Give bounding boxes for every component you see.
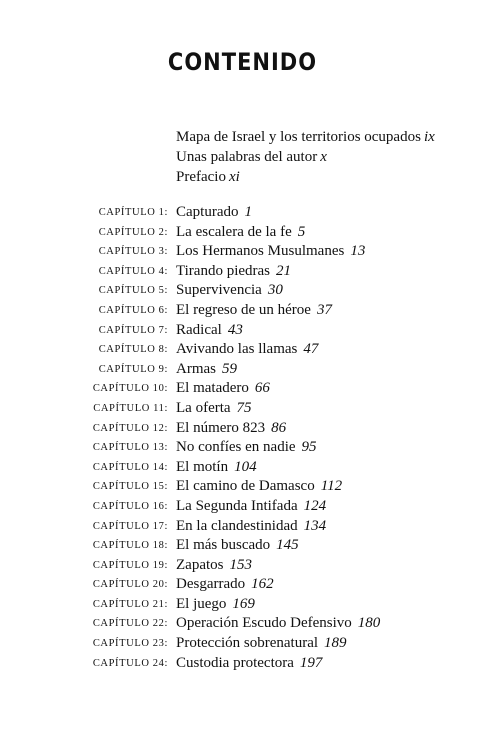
chapter-entry [0,634,485,654]
chapter-entry [0,419,485,439]
chapter-title [176,419,286,439]
front-matter-entry [176,127,435,147]
chapter-entry [0,517,485,537]
chapter-entry [0,203,485,223]
chapter-entry [0,614,485,634]
chapter-page-number: 197 [299,654,323,671]
chapter-title-text: El camino de Damasco [176,478,315,495]
chapter-page-number: 162 [251,576,274,593]
front-matter-list [176,127,435,187]
chapter-entry [0,379,485,399]
chapter-title-text: Los Hermanos Musulmanes [176,243,345,260]
chapter-entry [0,321,485,341]
chapter-title [176,634,347,654]
chapter-page-number: 75 [236,399,252,416]
chapter-page-number: 180 [357,615,381,632]
chapter-label: CAPÍTULO 9: [98,363,168,375]
chapter-entry [0,281,485,301]
chapter-title-text: Operación Escudo Defensivo [176,615,352,632]
chapter-page-number: 153 [229,556,252,573]
chapter-title-text: La oferta [176,399,231,416]
chapter-title [176,438,317,458]
chapter-title-text: Capturado [176,204,239,220]
chapter-page-number: 37 [316,301,332,318]
chapter-label: CAPÍTULO 21: [92,598,168,610]
chapter-title-text: Radical [176,321,222,338]
chapter-title-text: El matadero [176,380,249,397]
chapter-title-text: El más buscado [176,537,271,554]
chapter-label: CAPÍTULO 7: [98,324,168,336]
chapter-entry [0,301,485,321]
chapter-label: CAPÍTULO 24: [92,657,168,669]
chapter-page-number: 95 [301,439,317,456]
chapter-title-text: El juego [176,595,227,612]
chapter-page-number: 5 [297,223,306,240]
chapter-list [0,203,485,673]
chapter-entry [0,654,485,674]
chapter-title-text: Armas [176,360,216,377]
chapter-entry [0,438,485,458]
chapter-page-number: 47 [303,341,319,358]
chapter-page-number: 13 [350,243,366,260]
chapter-title-text: Custodia protectora [176,654,294,671]
chapter-title-text: Desgarrado [176,576,246,593]
chapter-entry [0,536,485,556]
chapter-label: CAPÍTULO 11: [93,402,168,414]
front-matter-entry [176,167,435,187]
chapter-title [176,517,326,537]
chapter-title [176,399,252,419]
chapter-title [176,536,299,556]
chapter-label: CAPÍTULO 2: [98,226,168,238]
page-title: CONTENIDO [167,48,318,76]
chapter-title [176,477,342,497]
chapter-title [176,242,365,262]
chapter-page-number: 66 [254,380,270,397]
entry-title: Mapa de Israel y los territorios ocupados [176,129,421,145]
chapter-page-number: 124 [303,497,327,514]
chapter-label: CAPÍTULO 5: [98,285,168,297]
chapter-label: CAPÍTULO 10: [92,383,168,395]
chapter-entry [0,497,485,517]
chapter-title-text: La escalera de la fe [176,223,292,240]
chapter-entry [0,340,485,360]
chapter-title-text: En la clandestinidad [176,517,298,534]
chapter-title-text: La Segunda Intifada [176,497,298,514]
chapter-title [176,301,332,321]
chapter-entry [0,477,485,497]
chapter-title [176,203,252,223]
chapter-title [176,556,252,576]
chapter-title [176,360,237,380]
entry-title: Prefacio [176,169,226,185]
chapter-page-number: 30 [267,282,283,299]
entry-page-number: x [320,149,327,165]
chapter-title-text: Avivando las llamas [176,341,298,358]
chapter-page-number: 86 [271,419,287,436]
chapter-entry [0,575,485,595]
front-matter-entry [176,147,435,167]
chapter-title [176,321,243,341]
chapter-entry [0,556,485,576]
chapter-title-text: Tirando piedras [176,262,271,279]
chapter-label: CAPÍTULO 22: [92,618,168,630]
chapter-title-text: El motín [176,458,229,475]
chapter-page-number: 145 [276,537,299,554]
chapter-label: CAPÍTULO 6: [98,304,168,316]
chapter-label: CAPÍTULO 1: [98,207,168,218]
chapter-label: CAPÍTULO 19: [92,559,168,571]
chapter-page-number: 1 [244,204,252,220]
chapter-label: CAPÍTULO 3: [98,246,168,258]
chapter-title [176,595,255,615]
chapter-label: CAPÍTULO 20: [92,579,168,591]
chapter-title [176,223,305,243]
chapter-title [176,458,257,478]
chapter-entry [0,262,485,282]
chapter-label: CAPÍTULO 12: [92,422,168,434]
chapter-label: CAPÍTULO 18: [92,540,168,552]
chapter-page-number: 169 [232,595,255,612]
chapter-page-number: 189 [324,635,347,652]
chapter-entry [0,595,485,615]
chapter-label: CAPÍTULO 13: [92,442,168,454]
chapter-page-number: 134 [303,517,327,534]
chapter-title-text: El número 823 [176,419,266,436]
chapter-title [176,497,326,517]
chapter-entry [0,242,485,262]
chapter-title [176,379,270,399]
chapter-page-number: 104 [234,458,257,475]
chapter-entry [0,399,485,419]
chapter-title [176,614,380,634]
chapter-title-text: No confíes en nadie [176,439,296,456]
entry-page-number: ix [423,129,435,145]
chapter-title-text: El regreso de un héroe [176,301,311,318]
chapter-title [176,340,318,360]
chapter-title [176,575,274,595]
chapter-page-number: 59 [222,360,237,377]
chapter-title [176,281,283,301]
chapter-label: CAPÍTULO 8: [98,344,168,356]
chapter-page-number: 21 [276,262,292,279]
entry-title: Unas palabras del autor [176,149,318,165]
chapter-page-number: 112 [320,478,343,495]
entry-page-number: xi [228,169,240,185]
chapter-entry [0,458,485,478]
chapter-label: CAPÍTULO 16: [92,500,168,512]
chapter-label: CAPÍTULO 17: [92,520,168,532]
chapter-page-number: 43 [227,321,243,338]
chapter-title [176,262,291,282]
chapter-label: CAPÍTULO 4: [98,265,168,277]
chapter-title-text: Protección sobrenatural [176,635,319,652]
chapter-entry [0,360,485,380]
chapter-title-text: Zapatos [176,556,224,573]
chapter-label: CAPÍTULO 14: [92,461,168,473]
chapter-label: CAPÍTULO 15: [92,481,168,493]
chapter-title [176,654,322,674]
chapter-label: CAPÍTULO 23: [92,638,168,650]
chapter-title-text: Supervivencia [176,282,262,299]
chapter-entry [0,223,485,243]
